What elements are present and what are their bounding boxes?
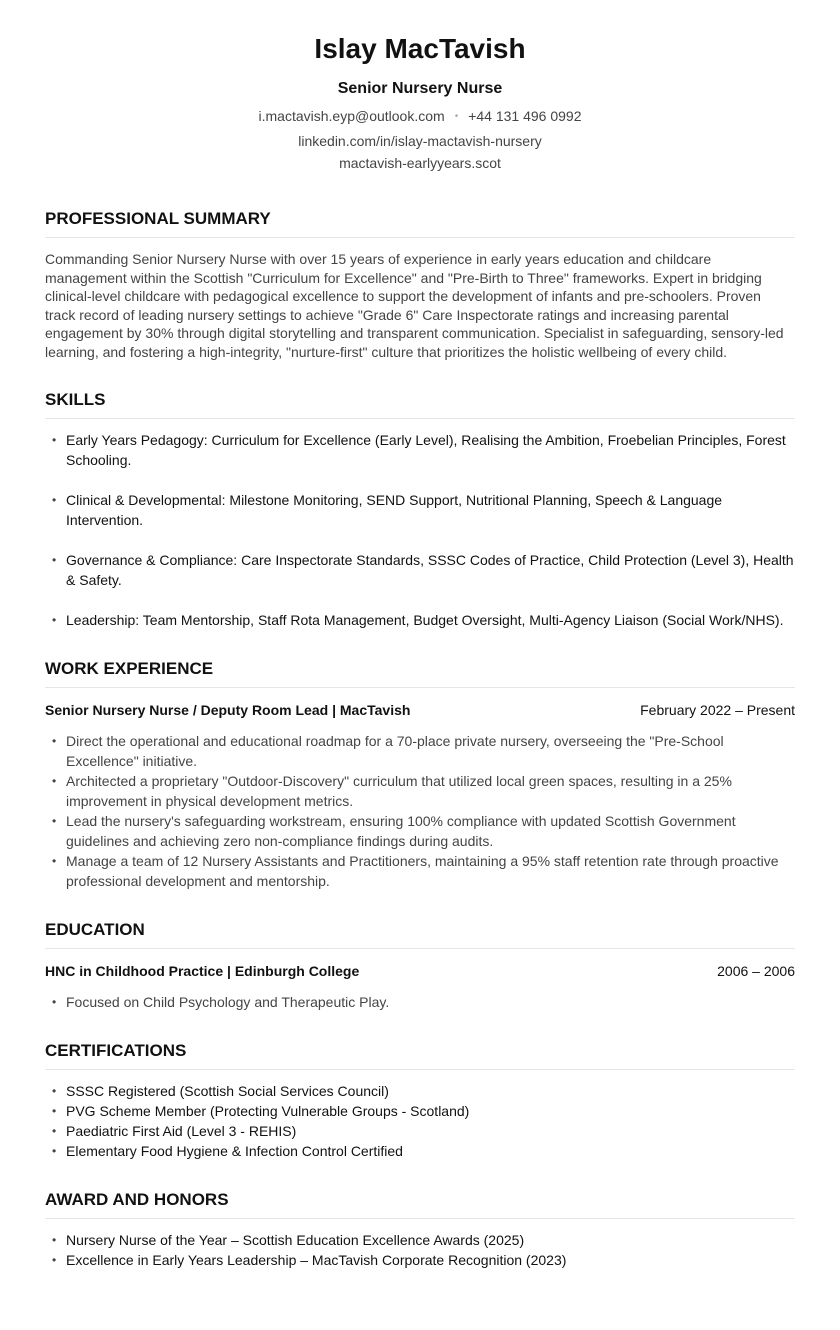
section-heading: AWARD AND HONORS <box>45 1189 795 1219</box>
contact-separator: • <box>454 111 459 122</box>
linkedin-link[interactable]: linkedin.com/in/islay-mactavish-nursery <box>298 133 542 149</box>
skill-item: • Clinical & Developmental: Milestone Monitoring, SEND Support, Nutritional Planning, Speech & Language Intervention. <box>45 490 795 530</box>
degree-title: HNC in Childhood Practice | Edinburgh College <box>45 963 360 979</box>
section-heading: SKILLS <box>45 389 795 419</box>
list-item: • Paediatric First Aid (Level 3 - REHIS) <box>45 1121 795 1141</box>
section-heading: WORK EXPERIENCE <box>45 658 795 688</box>
skills-list <box>45 430 795 630</box>
email-link[interactable]: i.mactavish.eyp@outlook.com <box>258 108 445 124</box>
education-bullets <box>45 992 795 1012</box>
section-heading: PROFESSIONAL SUMMARY <box>45 208 795 238</box>
list-item: • Lead the nursery's safeguarding workstream, ensuring 100% compliance with updated Scottish Government guidelines and achieving zero non-compliance findings during audits. <box>45 811 795 851</box>
candidate-name: Islay MacTavish <box>314 33 526 64</box>
list-item: • Nursery Nurse of the Year – Scottish Education Excellence Awards (2025) <box>45 1230 795 1250</box>
list-item: • Elementary Food Hygiene & Infection Control Certified <box>45 1141 795 1161</box>
awards-list <box>45 1230 795 1270</box>
list-item: • Focused on Child Psychology and Therapeutic Play. <box>45 992 795 1012</box>
skill-item: • Leadership: Team Mentorship, Staff Rota Management, Budget Oversight, Multi-Agency Liaison (Social Work/NHS). <box>45 610 795 630</box>
list-item: • Excellence in Early Years Leadership – MacTavish Corporate Recognition (2023) <box>45 1250 795 1270</box>
contact-row <box>45 105 795 130</box>
list-item: • SSSC Registered (Scottish Social Services Council) <box>45 1081 795 1101</box>
summary-section <box>45 208 795 361</box>
job-role: Senior Nursery Nurse / Deputy Room Lead | MacTavish <box>45 702 411 718</box>
job-header <box>45 701 795 719</box>
experience-section <box>45 658 795 891</box>
job-dates: February 2022 – Present <box>640 702 795 718</box>
list-item: • Direct the operational and educational roadmap for a 70-place private nursery, overseeing the "Pre-School Excellence" initiative. <box>45 731 795 771</box>
list-item: • Architected a proprietary "Outdoor-Discovery" curriculum that utilized local green spaces, resulting in a 25% improvement in physical development metrics. <box>45 771 795 811</box>
resume-header <box>45 0 795 174</box>
certifications-list <box>45 1081 795 1161</box>
skills-section <box>45 389 795 630</box>
website-link[interactable]: mactavish-earlyyears.scot <box>339 155 501 171</box>
education-header <box>45 962 795 980</box>
section-heading: CERTIFICATIONS <box>45 1040 795 1070</box>
education-section <box>45 919 795 1012</box>
skill-item: • Governance & Compliance: Care Inspectorate Standards, SSSC Codes of Practice, Child Protection (Level 3), Health & Safety. <box>45 550 795 590</box>
candidate-title: Senior Nursery Nurse <box>337 80 503 97</box>
list-item: • Manage a team of 12 Nursery Assistants and Practitioners, maintaining a 95% staff retention rate through proactive professional development and mentorship. <box>45 851 795 891</box>
list-item: • PVG Scheme Member (Protecting Vulnerable Groups - Scotland) <box>45 1101 795 1121</box>
phone-number: +44 131 496 0992 <box>468 108 582 124</box>
section-heading: EDUCATION <box>45 919 795 949</box>
awards-section <box>45 1189 795 1270</box>
job-bullets <box>45 731 795 891</box>
education-dates: 2006 – 2006 <box>717 963 795 979</box>
certifications-section <box>45 1040 795 1161</box>
skill-item: • Early Years Pedagogy: Curriculum for Excellence (Early Level), Realising the Ambition, Froebelian Principles, Forest Schooling. <box>45 430 795 470</box>
summary-text: Commanding Senior Nursery Nurse with over 15 years of experience in early years education and childcare management within the Scottish "Curriculum for Excellence" and "Pre-Birth to Three" frameworks. Expert in bridging clinical-level childcare with pedagogical excellence to support the development of infants and pre-schoolers. Proven track record of leading nursery settings to achieve "Grade 6" Care Inspectorate ratings and increasing parental engagement by 30% through digital storytelling and transparent communication. Specialist in safeguarding, sensory-led learning, and fostering a high-integrity, "nurture-first" culture that prioritizes the holistic wellbeing of every child. <box>45 251 784 360</box>
